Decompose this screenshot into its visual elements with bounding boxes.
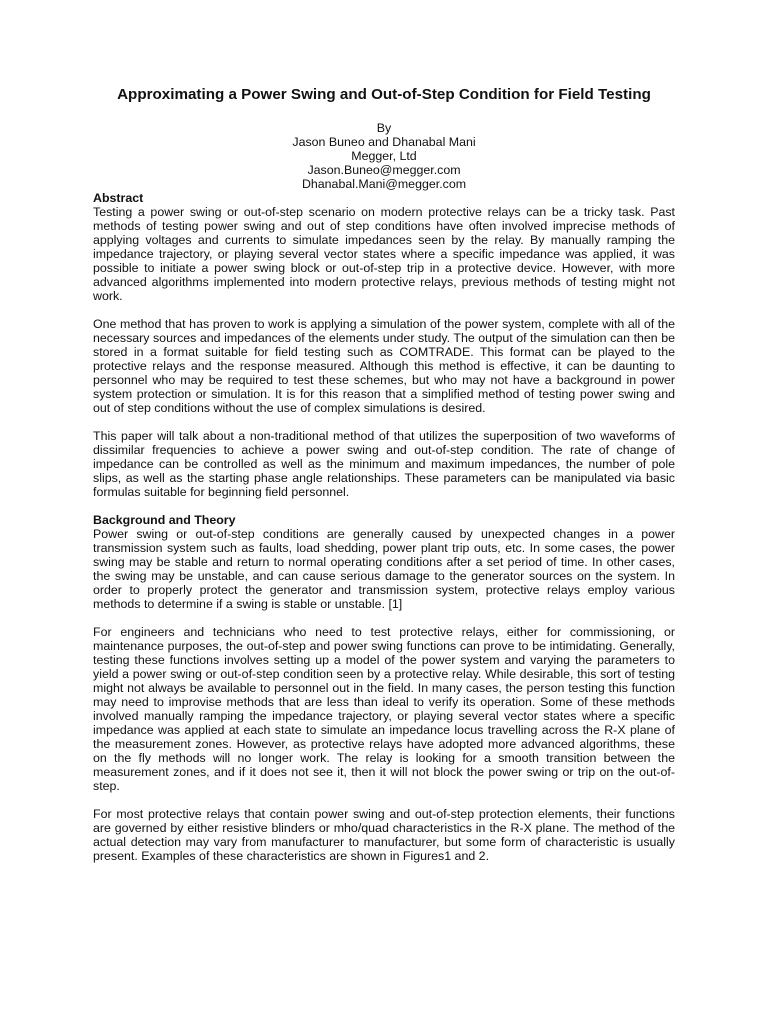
- background-paragraph-3: For most protective relays that contain power swing and out-of-step protection elements, their functions are governed by either resistive blinders or mho/quad characteristics in the R-X plane. The method of the actual detection may vary from manufacturer to manufacturer, but some form of characteristic is usually present. Examples of these characteristics are shown in Figures1 and 2.: [93, 807, 675, 863]
- abstract-heading: Abstract: [93, 191, 144, 205]
- paper-page: [93, 86, 675, 863]
- byline-email-2: Dhanabal.Mani@megger.com: [301, 177, 467, 191]
- background-paragraph-1: Power swing or out-of-step conditions are generally caused by unexpected changes in a power transmission system such as faults, load shedding, power plant trip outs, etc. In some cases, the power swing may be stable and return to normal operating conditions after a set period of time. In other cases, the swing may be unstable, and can cause serious damage to the generator sources on the system. In order to properly protect the generator and transmission system, protective relays employ various methods to determine if a swing is stable or unstable. [1]: [93, 527, 675, 611]
- byline: [93, 121, 675, 191]
- abstract-paragraph-2: One method that has proven to work is applying a simulation of the power system, complete with all of the necessary sources and impedances of the elements under study. The output of the simulation can then be stored in a format suitable for field testing such as COMTRADE. This format can be played to the protective relays and the response measured. Although this method is effective, it can be daunting to personnel who may be required to test these schemes, but who may not have a background in power system protection or simulation. It is for this reason that a simplified method of testing power swing and out of step conditions without the use of complex simulations is desired.: [93, 317, 675, 415]
- byline-by: By: [376, 121, 392, 135]
- byline-email-1: Jason.Buneo@megger.com: [307, 163, 461, 177]
- background-paragraph-2: For engineers and technicians who need to test protective relays, either for commissioning, or maintenance purposes, the out-of-step and power swing functions can prove to be intimidating. Generally, testing these functions involves setting up a model of the power system and varying the parameters to yield a power swing or out-of-step condition seen by a protective relay. While desirable, this sort of testing might not always be available to personnel out in the field. In many cases, the person testing this function may need to improvise methods that are less than ideal to verify its operation. Some of these methods involved manually ramping the impedance trajectory, or playing several vector states where a specific impedance was applied at each state to simulate an impedance locus travelling across the R-X plane of the measurement zones. However, as protective relays have adopted more advanced algorithms, these on the fly methods will no longer work. The relay is looking for a smooth transition between the measurement zones, and if it does not see it, then it will not block the power swing or trip on the out-of-step.: [93, 625, 675, 793]
- paper-title: Approximating a Power Swing and Out-of-Step Condition for Field Testing: [117, 86, 651, 103]
- byline-authors: Jason Buneo and Dhanabal Mani: [292, 135, 476, 149]
- background-heading: Background and Theory: [93, 513, 236, 527]
- byline-company: Megger, Ltd: [351, 149, 417, 163]
- abstract-paragraph-3: This paper will talk about a non-traditional method of that utilizes the superposition of two waveforms of dissimilar frequencies to achieve a power swing and out-of-step condition. The rate of change of impedance can be controlled as well as the minimum and maximum impedances, the number of pole slips, as well as the starting phase angle relationships. These parameters can be manipulated via basic formulas suitable for beginning field personnel.: [93, 429, 675, 499]
- abstract-paragraph-1: Testing a power swing or out-of-step scenario on modern protective relays can be a tricky task. Past methods of testing power swing and out of step conditions have often involved imprecise methods of applying voltages and currents to simulate impedances seen by the relay. By manually ramping the impedance trajectory, or playing several vector states where a specific impedance was applied, it was possible to initiate a power swing block or out-of-step trip in a protective device. However, with more advanced algorithms implemented into modern protective relays, previous methods of testing might not work.: [93, 205, 675, 303]
